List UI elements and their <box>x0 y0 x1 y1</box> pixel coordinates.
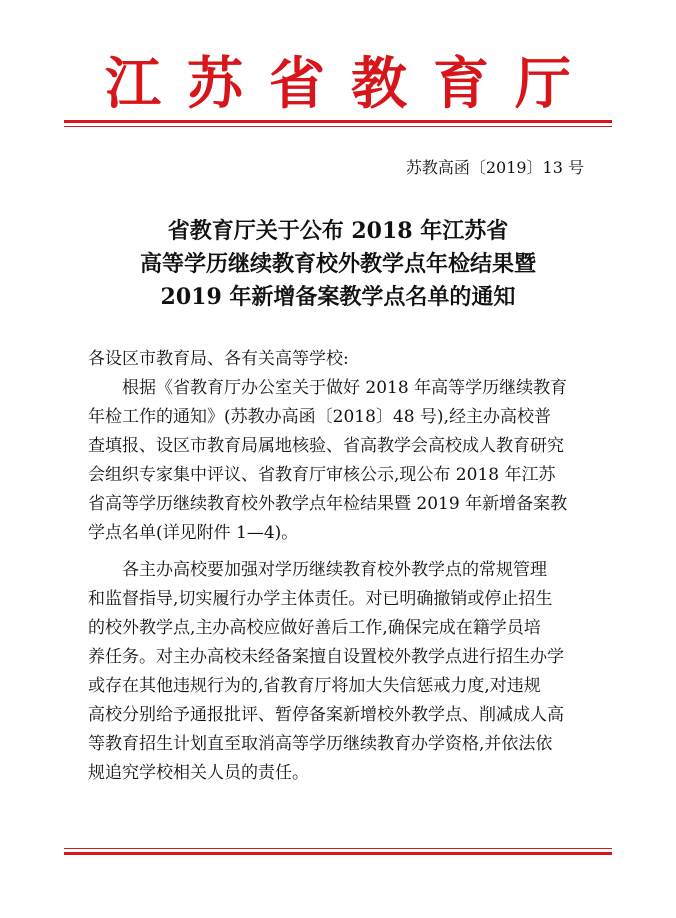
title-line: 2019 年新增备案教学点名单的通知 <box>160 284 516 310</box>
paragraph-1 <box>88 374 590 548</box>
paragraph-line: 根据《省教育厅办公室关于做好 2018 年高等学历继续教育 <box>122 378 568 398</box>
paragraph-line: 规追究学校相关人员的责任。 <box>88 763 309 783</box>
paragraph-line: 省高等学历继续教育校外教学点年检结果暨 2019 年新增备案教 <box>88 494 568 514</box>
letterhead-divider-thick <box>64 120 612 123</box>
paragraph-line: 会组织专家集中评议、省教育厅审核公示,现公布 2018 年江苏 <box>88 465 556 485</box>
paragraph-line: 和监督指导,切实履行办学主体责任。对已明确撤销或停止招生 <box>88 589 553 609</box>
paragraph-line: 各主办高校要加强对学历继续教育校外教学点的常规管理 <box>122 560 547 580</box>
letterhead-title: 江苏省教育厅 <box>105 51 597 117</box>
paragraph-line: 高校分别给予通报批评、暂停备案新增校外教学点、削减成人高 <box>88 705 564 725</box>
paragraph-line: 年检工作的通知》(苏教办高函〔2018〕48 号),经主办高校普 <box>88 407 551 427</box>
paragraph-line: 等教育招生计划直至取消高等学历继续教育办学资格,并依法依 <box>88 734 553 754</box>
title-line: 省教育厅关于公布 2018 年江苏省 <box>167 218 509 244</box>
paragraph-line: 查填报、设区市教育局属地核验、省高教学会高校成人教育研究 <box>88 436 564 456</box>
paragraph-2 <box>88 556 590 788</box>
paragraph-line: 学点名单(详见附件 1—4)。 <box>88 523 299 543</box>
footer-divider-thick <box>64 852 612 855</box>
document-number: 苏教高函〔2019〕13 号 <box>405 158 584 177</box>
paragraph-line: 或存在其他违规行为的,省教育厅将加大失信惩戒力度,对违规 <box>88 676 541 696</box>
footer-divider-thin <box>64 848 612 849</box>
paragraph-line: 养任务。对主办高校未经备案擅自设置校外教学点进行招生办学 <box>88 647 564 667</box>
salutation: 各设区市教育局、各有关高等学校: <box>88 349 349 369</box>
paragraph-line: 的校外教学点,主办高校应做好善后工作,确保完成在籍学员培 <box>88 618 541 638</box>
title-line: 高等学历继续教育校外教学点年检结果暨 <box>139 251 536 277</box>
letterhead-divider-thin <box>64 126 612 127</box>
document-title <box>0 215 676 314</box>
